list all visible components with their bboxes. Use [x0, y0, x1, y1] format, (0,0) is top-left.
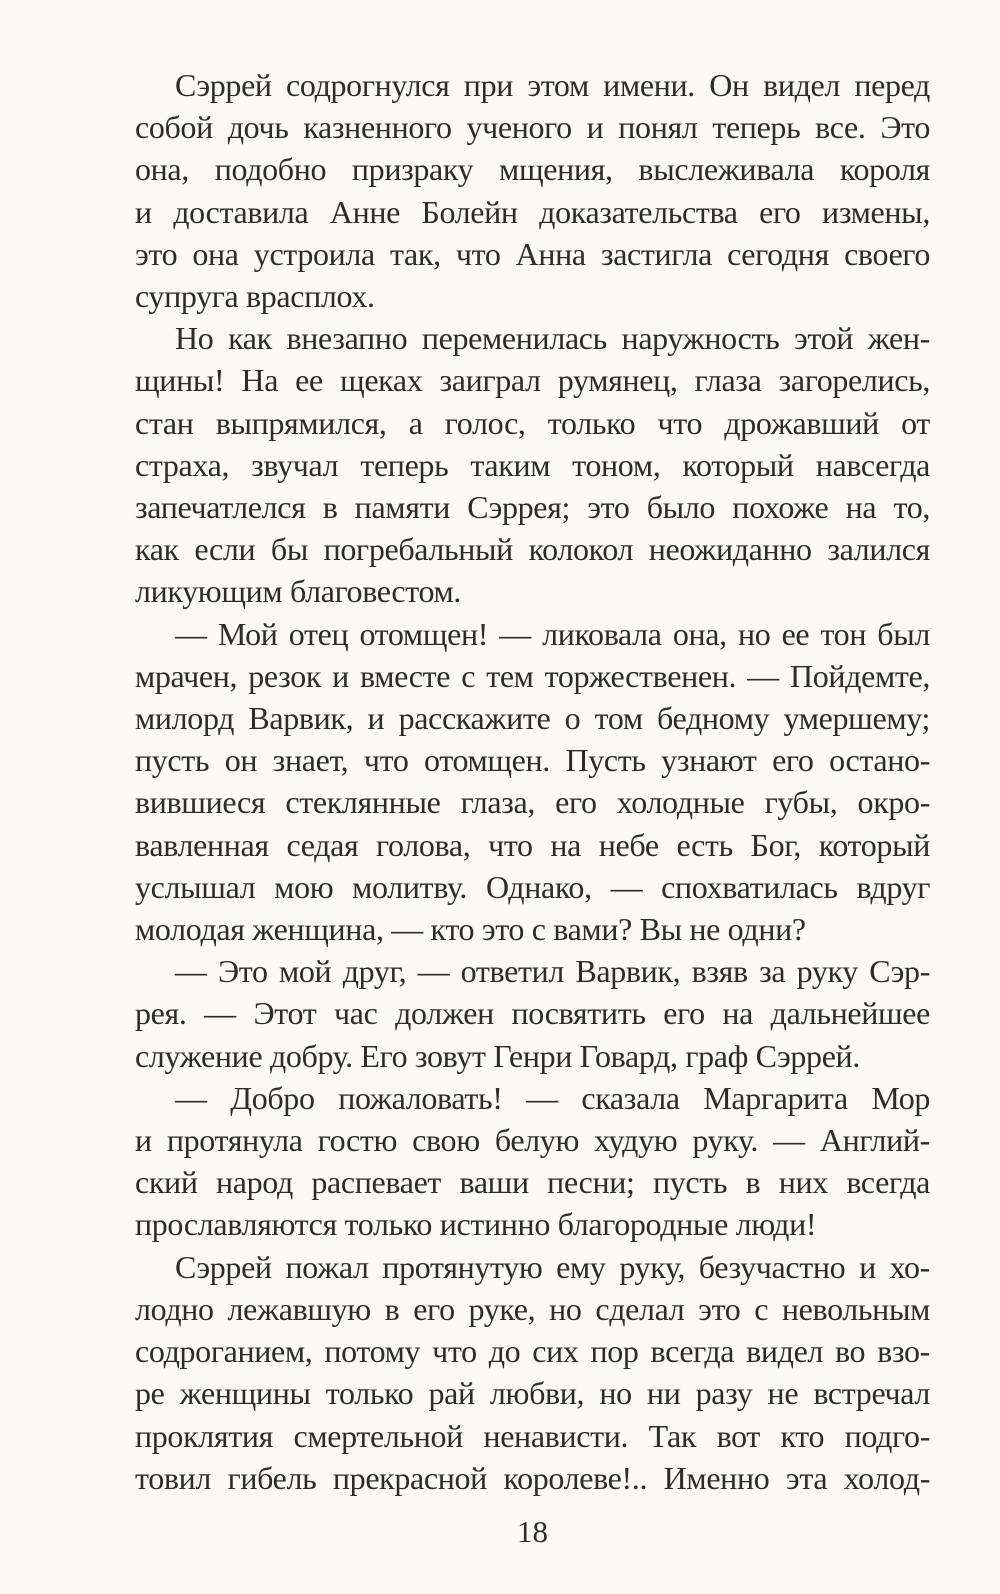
text-line: Сэррей пожал протянутую ему руку, безучастно и хо-: [175, 1248, 930, 1285]
text-line: страха, звучал теперь таким тоном, который навсегда: [135, 446, 930, 483]
text-line: рея. — Этот час должен посвятить его на дальнейшее: [135, 995, 930, 1032]
text-line: это она устроила так, что Анна застигла сегодня своего: [135, 235, 930, 272]
paragraph: [135, 1077, 930, 1246]
text-line: ликующим благовестом.: [135, 573, 462, 610]
text-line: вавленная седая голова, что на небе есть Бог, который: [135, 826, 930, 863]
text-line: милорд Варвик, и расскажите о том бедному умершему;: [135, 700, 930, 737]
text-line: как если бы погребальный колокол неожиданно залился: [135, 531, 930, 568]
text-line: молодая женщина, — кто это с вами? Вы не одни?: [135, 911, 806, 948]
text-line: мрачен, резок и вместе с тем торжественен. — Пойдемте,: [135, 657, 930, 694]
text-line: служение добру. Его зовут Генри Говард, граф Сэррей.: [135, 1037, 860, 1074]
text-line: Но как внезапно переменилась наружность этой жен-: [175, 320, 930, 357]
text-line: и протянула гостю свою белую худую руку. — Англий-: [135, 1122, 930, 1159]
paragraph: [135, 613, 930, 951]
text-line: супруга врасплох.: [135, 278, 375, 315]
text-line: ре женщины только рай любви, но ни разу не встречал: [135, 1375, 930, 1412]
paragraph: [135, 950, 930, 1077]
text-line: стан выпрямился, а голос, только что дрожавший от: [135, 404, 930, 441]
paragraph: [135, 317, 930, 612]
text-line: пусть он знает, что отомщен. Пусть узнают его остано-: [135, 742, 930, 779]
text-line: вившиеся стеклянные глаза, его холодные губы, окро-: [135, 784, 930, 821]
text-line: прославляются только истинно благородные люди!: [135, 1206, 817, 1243]
text-line: содроганием, потому что до сих пор всегда видел во взо-: [135, 1333, 930, 1370]
text-line: — Это мой друг, — ответил Варвик, взяв за руку Сэр-: [175, 953, 930, 990]
text-line: Сэррей содрогнулся при этом имени. Он видел перед: [175, 67, 930, 103]
text-line: — Мой отец отомщен! — ликовала она, но ее тон был: [175, 615, 930, 652]
text-line: товил гибель прекрасной королеве!.. Именно эта холод-: [135, 1459, 930, 1496]
text-line: услышал мою молитву. Однако, — спохватилась вдруг: [135, 868, 930, 905]
text-line: собой дочь казненного ученого и понял теперь все. Это: [135, 109, 930, 146]
text-line: проклятия смертельной ненависти. Так вот кто подго-: [135, 1417, 930, 1454]
text-line: она, подобно призраку мщения, выслеживала короля: [135, 151, 930, 188]
text-line: лодно лежавшую в его руке, но сделал это с невольным: [135, 1290, 930, 1327]
text-block: [135, 64, 930, 1499]
paragraph: [135, 1246, 930, 1499]
text-line: ский народ распевает ваши песни; пусть в них всегда: [135, 1164, 930, 1201]
paragraph: [135, 64, 930, 317]
text-line: запечатлелся в памяти Сэррея; это было похоже на то,: [135, 489, 930, 526]
text-line: — Добро пожаловать! — сказала Маргарита Мор: [175, 1079, 930, 1116]
page-number: 18: [517, 1514, 548, 1549]
text-line: и доставила Анне Болейн доказательства его измены,: [135, 193, 930, 230]
text-line: щины! На ее щеках заиграл румянец, глаза загорелись,: [135, 362, 930, 399]
